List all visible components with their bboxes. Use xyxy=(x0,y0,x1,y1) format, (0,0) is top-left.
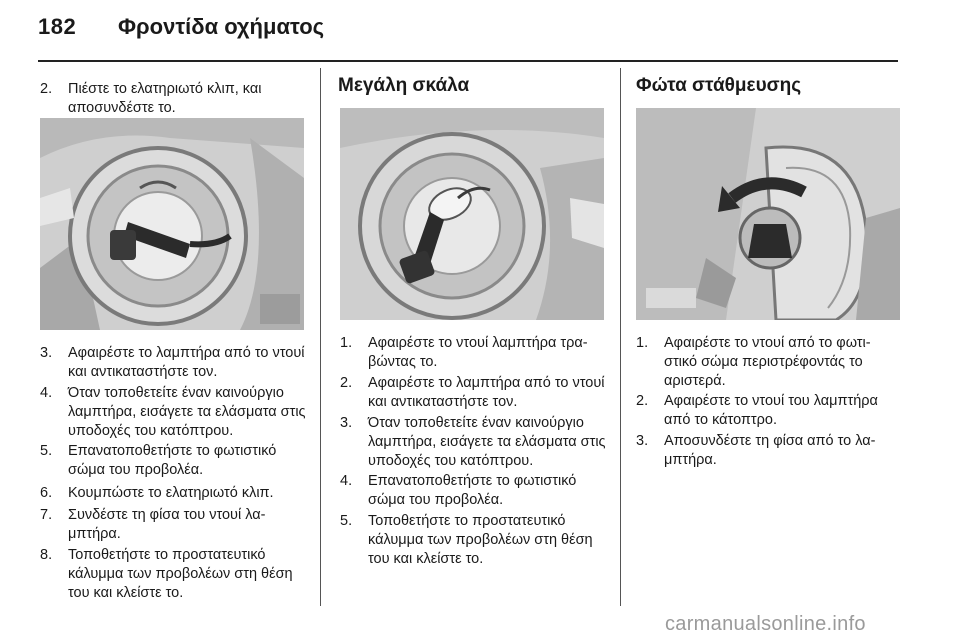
headlight-low-beam-clip-illustration xyxy=(40,118,304,330)
step-2-col2 xyxy=(340,374,608,412)
step-3-col1 xyxy=(40,344,306,382)
step-number: 5. xyxy=(340,513,353,529)
step-4-col2 xyxy=(340,472,608,510)
step-7-col1 xyxy=(40,506,306,544)
step-text: Αφαιρέστε το ντουί από το φωτι-στικό σώμα περιστρέφοντάς το αριστερά. xyxy=(664,335,871,389)
column-divider-2 xyxy=(620,68,621,606)
step-number: 2. xyxy=(340,375,353,391)
step-1-col3 xyxy=(636,334,902,391)
step-text: Κουμπώστε το ελατηριωτό κλιπ. xyxy=(68,485,274,501)
high-beam-bulb-illustration xyxy=(340,108,604,320)
step-2-col3 xyxy=(636,392,902,430)
page-header xyxy=(0,0,960,56)
section-heading-parking-lights: Φώτα στάθμευσης xyxy=(636,75,802,96)
step-text: Όταν τοποθετείτε έναν καινούργιο λαμπτήρα, εισάγετε τα ελάσματα στις υποδοχές του κατόπτρου. xyxy=(68,385,306,439)
step-5-col2 xyxy=(340,512,608,569)
column-divider-1 xyxy=(320,68,321,606)
step-text: Αποσυνδέστε τη φίσα από το λα-μπτήρα. xyxy=(664,433,876,468)
step-text: Τοποθετήστε το προστατευτικό κάλυμμα των προβολέων στη θέση του και κλείστε το. xyxy=(368,513,593,567)
step-number: 3. xyxy=(340,415,353,431)
step-3-col3 xyxy=(636,432,902,470)
page-title: Φροντίδα οχήματος xyxy=(118,14,325,39)
step-text: Αφαιρέστε το ντουί λαμπτήρα τρα-βώντας το. xyxy=(368,335,588,370)
step-text: Συνδέστε τη φίσα του ντουί λα-μπτήρα. xyxy=(68,507,266,542)
step-number: 3. xyxy=(40,345,53,361)
step-number: 2. xyxy=(636,393,649,409)
step-number: 2. xyxy=(40,81,53,97)
step-number: 4. xyxy=(40,385,53,401)
parking-light-socket-illustration xyxy=(636,108,900,320)
step-number: 7. xyxy=(40,507,53,523)
step-text: Αφαιρέστε το λαμπτήρα από το ντουί και αντικαταστήστε τον. xyxy=(368,375,605,410)
step-number: 4. xyxy=(340,473,353,489)
step-5-col1 xyxy=(40,442,306,480)
step-6-col1 xyxy=(40,484,306,503)
step-text: Επανατοποθετήστε το φωτιστικό σώμα του προβολέα. xyxy=(68,443,277,478)
section-heading-high-beam: Μεγάλη σκάλα xyxy=(338,75,470,96)
step-1-col2 xyxy=(340,334,608,372)
watermark-text: carmanualsonline.info xyxy=(665,613,866,635)
step-number: 1. xyxy=(636,335,649,351)
step-3-col2 xyxy=(340,414,608,471)
step-number: 6. xyxy=(40,485,53,501)
page-number: 182 xyxy=(38,14,77,39)
step-number: 8. xyxy=(40,547,53,563)
step-8-col1 xyxy=(40,546,306,603)
step-text: Τοποθετήστε το προστατευτικό κάλυμμα των προβολέων στη θέση του και κλείστε το. xyxy=(68,547,293,601)
step-number: 1. xyxy=(340,335,353,351)
step-text: Επανατοποθετήστε το φωτιστικό σώμα του προβολέα. xyxy=(368,473,577,508)
step-text: Αφαιρέστε το λαμπτήρα από το ντουί και αντικαταστήστε τον. xyxy=(68,345,305,380)
step-text: Αφαιρέστε το ντουί του λαμπτήρα από το κάτοπτρο. xyxy=(664,393,878,428)
step-number: 3. xyxy=(636,433,649,449)
step-text: Πιέστε το ελατηριωτό κλιπ, και αποσυνδέστε το. xyxy=(68,81,262,116)
header-rule xyxy=(38,60,898,62)
step-4-col1 xyxy=(40,384,306,441)
step-number: 5. xyxy=(40,443,53,459)
step-2-col1 xyxy=(40,80,306,118)
step-text: Όταν τοποθετείτε έναν καινούργιο λαμπτήρα, εισάγετε τα ελάσματα στις υποδοχές του κατόπτρου. xyxy=(368,415,606,469)
